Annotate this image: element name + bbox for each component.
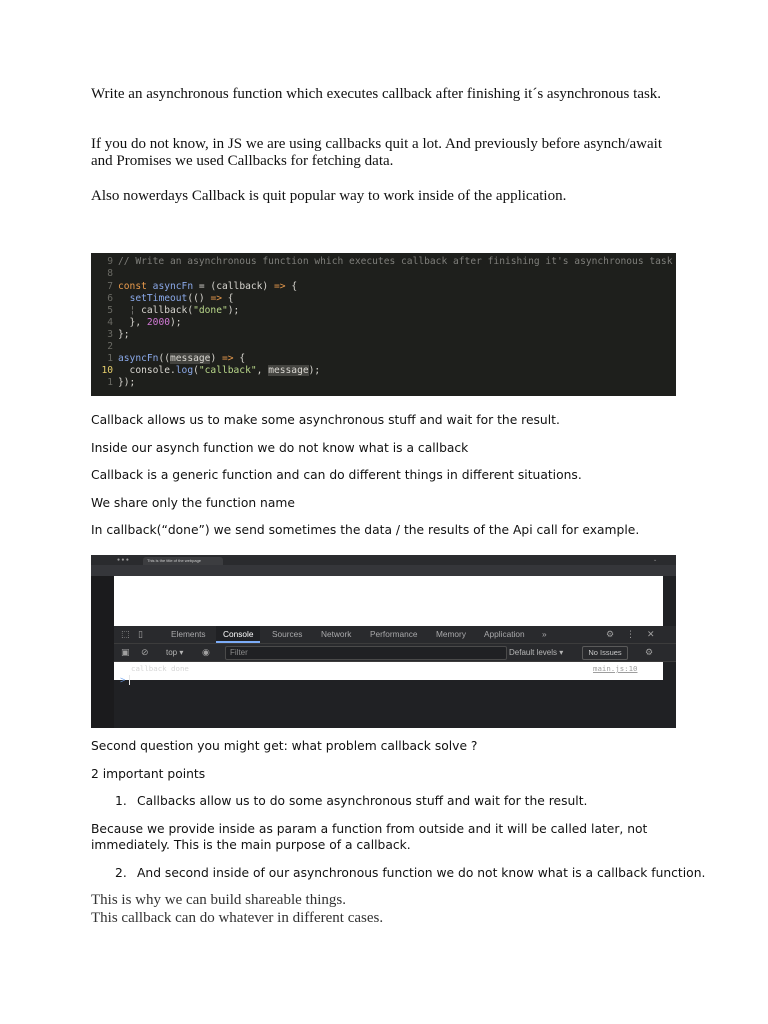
list-item-text: Callbacks allow us to do some asynchronous stuff and wait for the result. [137, 794, 588, 808]
inspect-icon: ⬚ [121, 629, 130, 639]
sidebar-toggle-icon: ▣ [121, 647, 130, 657]
list-number: 2. [115, 866, 127, 880]
more-tabs-icon: » [542, 629, 547, 639]
tab-network: Network [321, 629, 352, 639]
window-controls-icon: ● ● ● [117, 557, 129, 563]
close-icon: ✕ [647, 629, 655, 639]
device-toggle-icon: ▯ [138, 629, 143, 639]
code-line: 8 [107, 268, 113, 279]
tab-menu-icon: ⌄ [653, 557, 658, 563]
console-settings-icon: ⚙ [645, 647, 654, 657]
eye-icon: ◉ [202, 647, 210, 657]
code-line: 6 setTimeout(() => { [107, 293, 234, 304]
code-line: 4 }, 2000); [107, 317, 182, 328]
clear-console-icon: ⊘ [141, 647, 149, 657]
tab-sources: Sources [272, 629, 303, 639]
intro-paragraph-2: If you do not know, in JS we are using callbacks quit a lot. And previously before asynch/await and Promises we used Callbacks for fetching data. [91, 136, 662, 169]
levels-select: Default levels ▾ [509, 648, 564, 657]
code-line: 3 }; [107, 329, 130, 340]
tab-application: Application [484, 629, 525, 639]
tab-performance: Performance [370, 629, 418, 639]
list-number: 1. [115, 794, 127, 808]
code-line: 7 const asyncFn = (callback) => { [107, 281, 298, 292]
body-line-5: In callback(“done”) we send sometimes the data / the results of the Api call for example. [91, 523, 640, 537]
devtools-tabs [114, 626, 676, 644]
issues-button: No Issues [582, 646, 628, 660]
list-item-2 [115, 865, 735, 881]
question-line: Second question you might get: what problem callback solve ? [91, 739, 478, 753]
points-line: 2 important points [91, 767, 206, 781]
code-line: 9 // Write an asynchronous function which executes callback after finishing it's asynchronous task [107, 256, 673, 267]
code-line-current: 10 console.log("callback", message); [101, 365, 321, 376]
closing-line-1: This is why we can build shareable things. [91, 892, 346, 908]
body-line-4: We share only the function name [91, 496, 295, 510]
browser-tabstrip [91, 555, 676, 565]
tab-memory: Memory [436, 629, 466, 639]
text-cursor [129, 675, 130, 685]
code-line: 1 asyncFn((message) => { [107, 353, 246, 364]
explain-paragraph: Because we provide inside as param a function from outside and it will be called later, not immediately. This is the main purpose of a callback. [91, 822, 648, 852]
code-line: 2 [107, 341, 113, 352]
console-log-line: callback done [131, 664, 189, 673]
code-screenshot [91, 253, 676, 396]
console-toolbar [114, 644, 676, 662]
gear-icon: ⚙ [606, 629, 615, 639]
tab-console: Console [216, 626, 260, 643]
list-item-text: And second inside of our asynchronous function we do not know what is a callback function. [137, 866, 706, 880]
body-line-1: Callback allows us to make some asynchronous stuff and wait for the result. [91, 413, 560, 427]
body-line-3: Callback is a generic function and can do different things in different situations. [91, 468, 582, 482]
intro-paragraph-3: Also nowerdays Callback is quit popular way to work inside of the application. [91, 188, 567, 204]
console-log-source: main.js:10 [593, 664, 638, 673]
closing-line-2: This callback can do whatever in different cases. [91, 910, 384, 926]
filter-input: Filter [225, 646, 507, 660]
code-line: 5 ¦ callback("done"); [107, 305, 240, 316]
tab-elements: Elements [171, 629, 206, 639]
left-margin [91, 576, 114, 728]
browser-tab: This is the title of the webpage [143, 557, 223, 565]
intro-paragraph-1: Write an asynchronous function which executes callback after finishing it´s asynchronous task. [91, 86, 662, 102]
context-select: top ▾ [166, 648, 184, 657]
console-prompt: > [120, 675, 126, 685]
code-line: 1 }); [107, 377, 136, 388]
devtools-screenshot [91, 555, 676, 728]
body-line-2: Inside our asynch function we do not know what is a callback [91, 441, 469, 455]
list-item-1 [115, 793, 715, 809]
address-bar [91, 565, 676, 576]
kebab-menu-icon: ⋮ [626, 629, 635, 639]
